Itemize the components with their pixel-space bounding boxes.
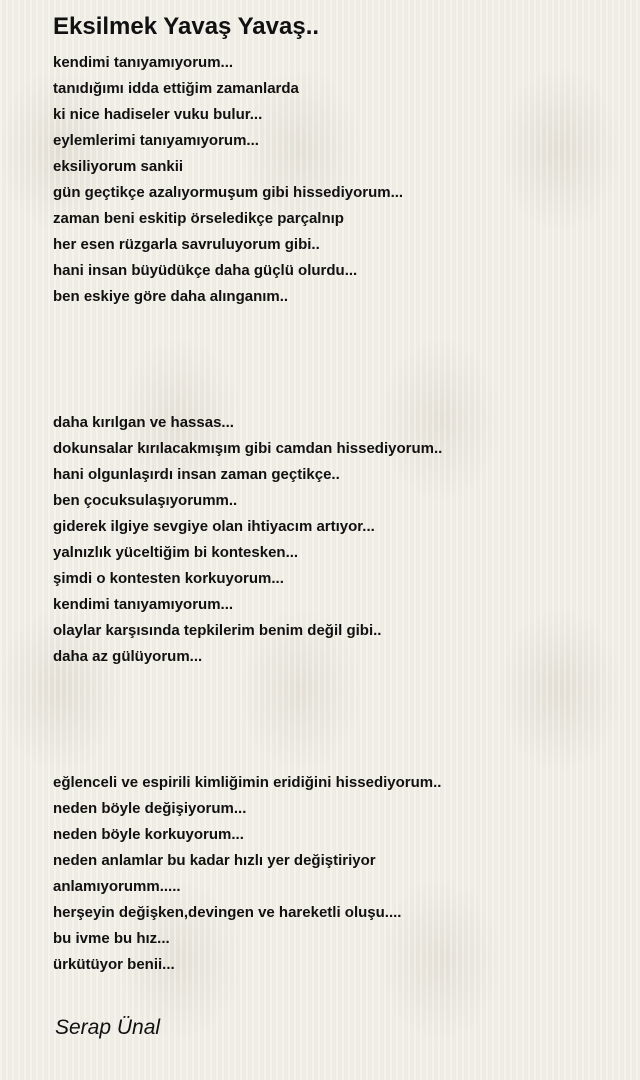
poem-author: Serap Ünal bbox=[55, 1016, 161, 1039]
poem-line: neden böyle değişiyorum... bbox=[53, 800, 247, 817]
poem-line: şimdi o kontesten korkuyorum... bbox=[53, 570, 284, 587]
poem-title: Eksilmek Yavaş Yavaş.. bbox=[53, 13, 320, 40]
poem-line: bu ivme bu hız... bbox=[53, 930, 170, 947]
poem-line: neden böyle korkuyorum... bbox=[53, 826, 244, 843]
stanza-2 bbox=[53, 410, 620, 670]
poem-line: zaman beni eskitip örseledikçe parçalnıp bbox=[53, 210, 344, 227]
poem-line: ki nice hadiseler vuku bulur... bbox=[53, 106, 263, 123]
poem-line: her esen rüzgarla savruluyorum gibi.. bbox=[53, 236, 320, 253]
poem bbox=[53, 8, 620, 978]
poem-line: dokunsalar kırılacakmışım gibi camdan hissediyorum.. bbox=[53, 440, 443, 457]
poem-line: eksiliyorum sankii bbox=[53, 158, 184, 175]
poem-line: tanıdığımı idda ettiğim zamanlarda bbox=[53, 80, 299, 97]
poem-line: anlamıyorumm..... bbox=[53, 878, 181, 895]
stanza-1 bbox=[53, 50, 620, 310]
poem-line: daha az gülüyorum... bbox=[53, 648, 203, 665]
poem-line: ben eskiye göre daha alınganım.. bbox=[53, 288, 289, 305]
stanza-gap bbox=[53, 670, 620, 770]
poem-line: giderek ilgiye sevgiye olan ihtiyacım artıyor... bbox=[53, 518, 375, 535]
poem-line: olaylar karşısında tepkilerim benim değil gibi.. bbox=[53, 622, 382, 639]
poem-line: kendimi tanıyamıyorum... bbox=[53, 54, 234, 71]
poem-line: ürkütüyor benii... bbox=[53, 956, 175, 973]
poem-line: neden anlamlar bu kadar hızlı yer değiştiriyor bbox=[53, 852, 376, 869]
poem-line: hani insan büyüdükçe daha güçlü olurdu... bbox=[53, 262, 358, 279]
poem-line: kendimi tanıyamıyorum... bbox=[53, 596, 234, 613]
poem-line: ben çocuksulaşıyorumm.. bbox=[53, 492, 238, 509]
poem-line: herşeyin değişken,devingen ve hareketli oluşu.... bbox=[53, 904, 402, 921]
poem-line: eğlenceli ve espirili kimliğimin eridiğini hissediyorum.. bbox=[53, 774, 442, 791]
poem-line: eylemlerimi tanıyamıyorum... bbox=[53, 132, 259, 149]
stanza-gap bbox=[53, 310, 620, 410]
stanza-3 bbox=[53, 770, 620, 978]
poem-line: daha kırılgan ve hassas... bbox=[53, 414, 234, 431]
poem-line: yalnızlık yüceltiğim bi kontesken... bbox=[53, 544, 299, 561]
poem-line: gün geçtikçe azalıyormuşum gibi hissediyorum... bbox=[53, 184, 404, 201]
poem-line: hani olgunlaşırdı insan zaman geçtikçe.. bbox=[53, 466, 340, 483]
